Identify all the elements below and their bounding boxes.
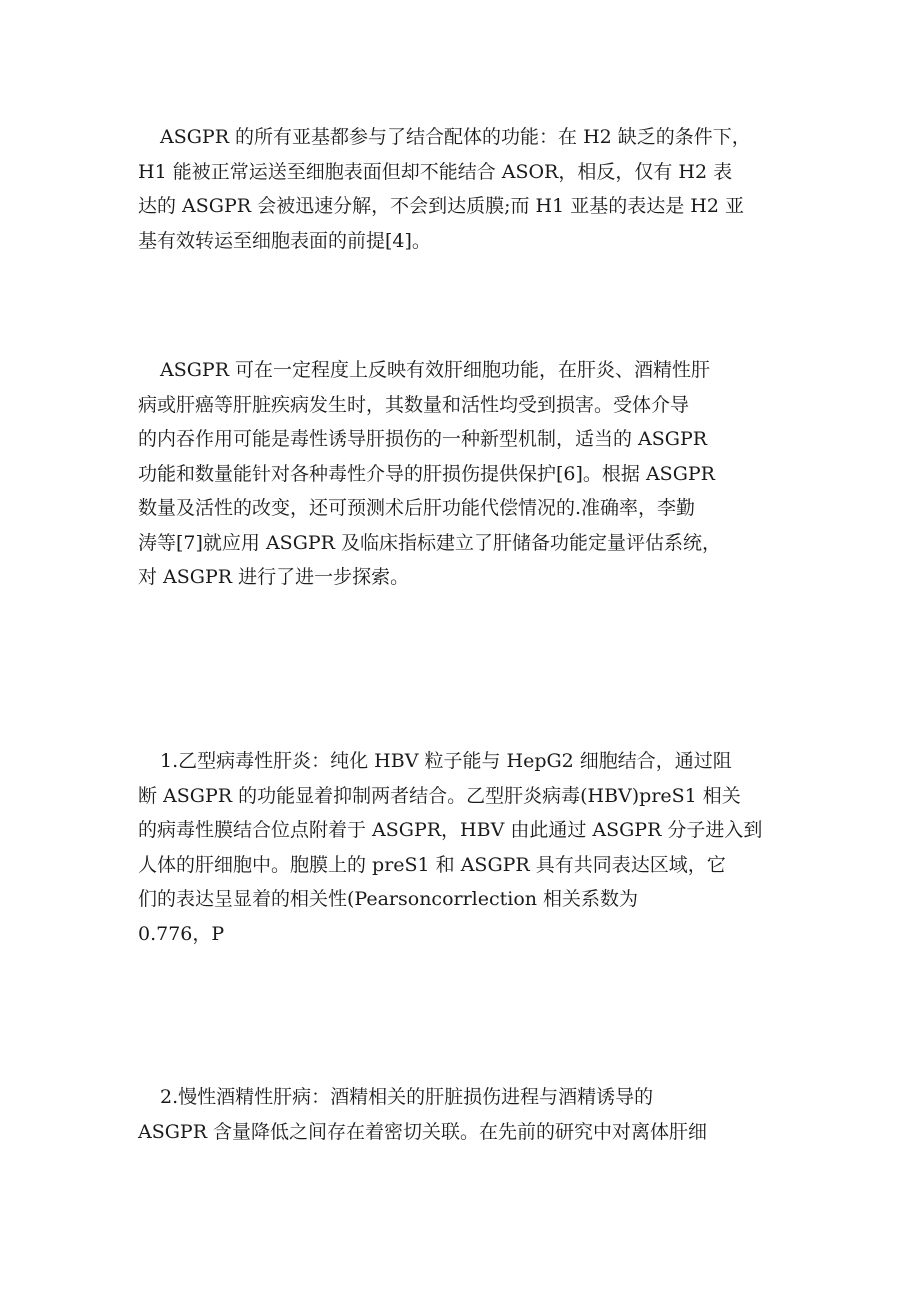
text-line: 的病毒性膜结合位点附着于 ASGPR，HBV 由此通过 ASGPR 分子进入到 <box>138 819 763 841</box>
text-line: 数量及活性的改变，还可预测术后肝功能代偿情况的.准确率，李勤 <box>138 497 696 519</box>
text-line: 0.776，P <box>138 922 225 945</box>
paragraph-asgpr-subunits <box>138 120 798 258</box>
text-line: 的内吞作用可能是毒性诱导肝损伤的一种新型机制，适当的 ASGPR <box>138 428 708 450</box>
text-line: ASGPR 可在一定程度上反映有效肝细胞功能，在肝炎、酒精性肝 <box>160 359 711 381</box>
text-line: 病或肝癌等肝脏疾病发生时，其数量和活性均受到损害。受体介导 <box>138 393 690 416</box>
text-line: ASGPR 含量降低之间存在着密切关联。在先前的研究中对离体肝细 <box>138 1120 708 1143</box>
text-line: 功能和数量能针对各种毒性介导的肝损伤提供保护[6]。根据 ASGPR <box>138 462 715 485</box>
text-line: 人体的肝细胞中。胞膜上的 preS1 和 ASGPR 具有共同表达区域，它 <box>138 853 726 876</box>
text-line: 们的表达呈显着的相关性(Pearsoncorrlection 相关系数为 <box>138 888 639 910</box>
paragraph-hepatitis-b <box>138 744 798 951</box>
text-line: 涛等[7]就应用 ASGPR 及临床指标建立了肝储备功能定量评估系统， <box>138 531 721 554</box>
text-line: 达的 ASGPR 会被迅速分解，不会到达质膜;而 H1 亚基的表达是 H2 亚 <box>138 195 744 217</box>
text-line: 基有效转运至细胞表面的前提[4]。 <box>138 229 431 252</box>
paragraph-asgpr-liver-function <box>138 353 798 595</box>
text-line: 断 ASGPR 的功能显着抑制两者结合。乙型肝炎病毒(HBV)preS1 相关 <box>138 784 741 807</box>
text-line: 1.乙型病毒性肝炎：纯化 HBV 粒子能与 HepG2 细胞结合，通过阻 <box>160 750 732 772</box>
text-line: 2.慢性酒精性肝病：酒精相关的肝脏损伤进程与酒精诱导的 <box>160 1086 654 1108</box>
text-line: 对 ASGPR 进行了进一步探索。 <box>138 566 410 588</box>
text-line: H1 能被正常运送至细胞表面但却不能结合 ASOR，相反，仅有 H2 表 <box>138 160 733 183</box>
text-line: ASGPR 的所有亚基都参与了结合配体的功能：在 H2 缺乏的条件下， <box>160 126 751 148</box>
paragraph-alcoholic-liver-disease <box>138 1080 798 1149</box>
